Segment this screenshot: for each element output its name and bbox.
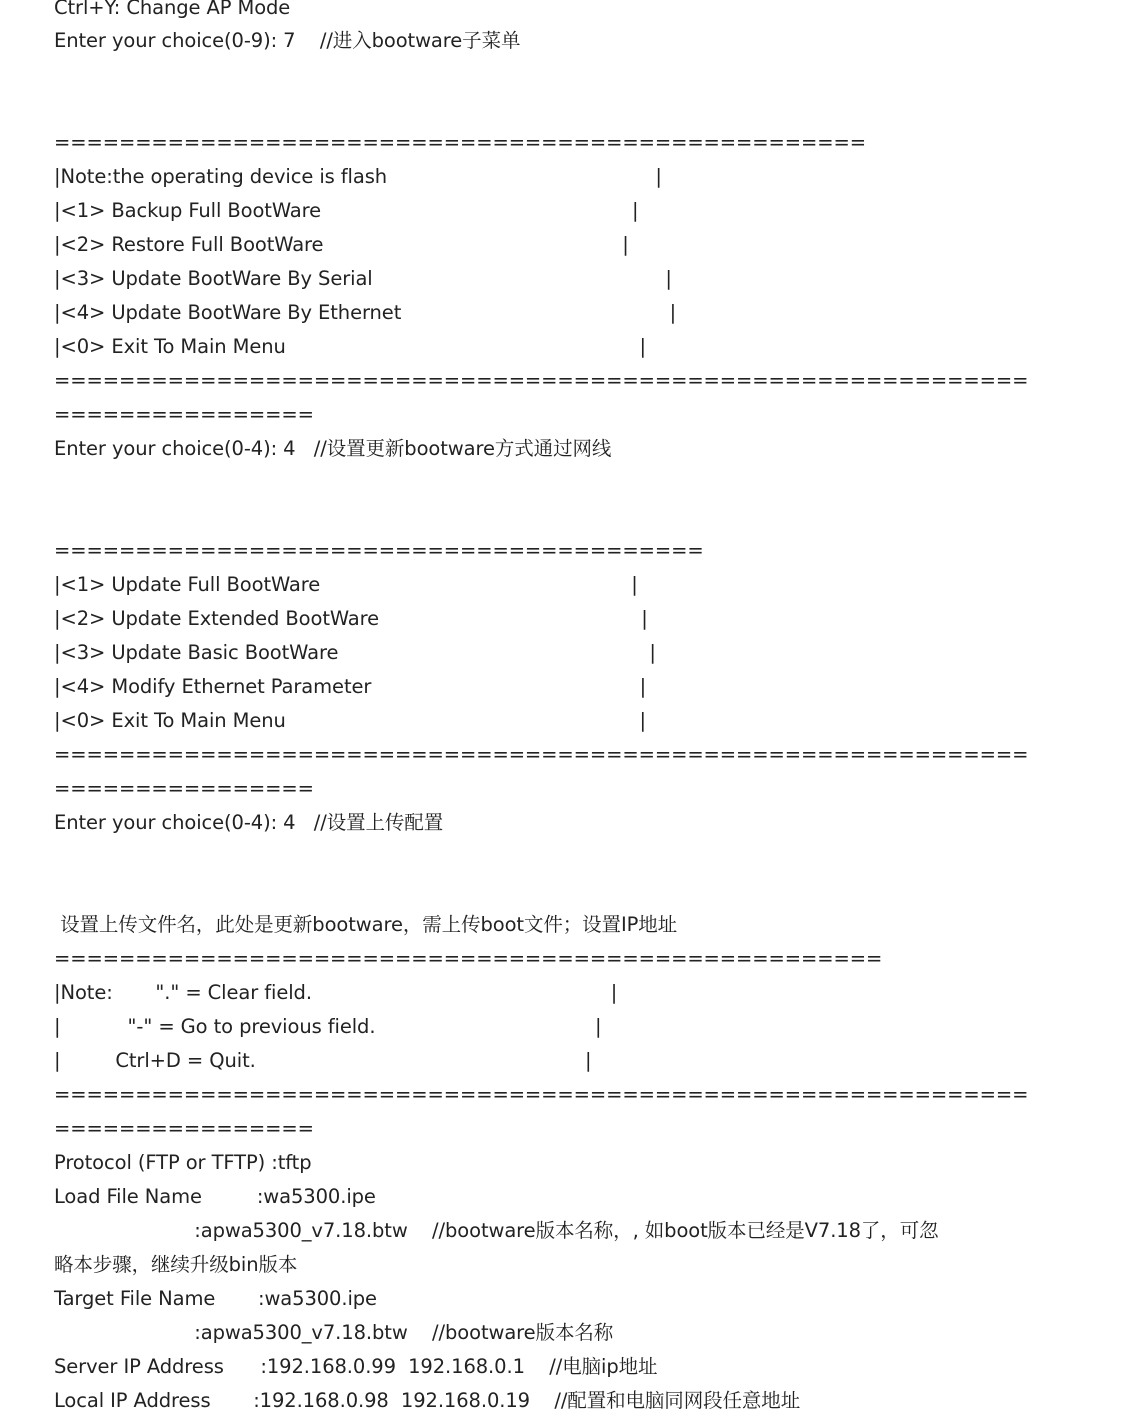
text-line: Ctrl+Y: Change AP Mode [54,0,291,19]
text-line: 略本步骤，继续升级bin版本 [54,1253,298,1276]
text-line: Protocol (FTP or TFTP) :tftp [54,1151,312,1174]
text-line: |<1> Update Full BootWare | [54,573,638,596]
text-line: |Note: "." = Clear field. | [54,981,618,1004]
text-line: 设置上传文件名，此处是更新bootware，需上传boot文件；设置IP地址 [54,913,678,936]
separator-line: ============================================================ [54,1083,1029,1106]
text-line: :apwa5300_v7.18.btw //bootware版本名称 [54,1321,614,1344]
text-line: |<0> Exit To Main Menu | [54,335,646,358]
separator-line: =================================================== [54,947,883,970]
text-line: | Ctrl+D = Quit. | [54,1049,592,1072]
text-line: | "-" = Go to previous field. | [54,1015,602,1038]
text-line: |<3> Update Basic BootWare | [54,641,656,664]
separator-line: ================ [54,403,314,426]
text-line: |<1> Backup Full BootWare | [54,199,639,222]
text-line: |<2> Restore Full BootWare | [54,233,629,256]
text-line: Target File Name :wa5300.ipe [54,1287,377,1310]
text-line: Enter your choice(0-4): 4 //设置更新bootware方式通过网线 [54,437,612,460]
text-line: Local IP Address :192.168.0.98 192.168.0.19 //配置和电脑同网段任意地址 [54,1389,801,1412]
separator-line: ================ [54,1117,314,1140]
separator-line: ============================================================ [54,369,1029,392]
text-line: |<4> Update BootWare By Ethernet | [54,301,677,324]
separator-line: ============================================================ [54,743,1029,766]
text-line: Enter your choice(0-4): 4 //设置上传配置 [54,811,444,834]
text-line: Server IP Address :192.168.0.99 192.168.0.1 //电脑ip地址 [54,1355,658,1378]
text-line: |<4> Modify Ethernet Parameter | [54,675,647,698]
text-line: Load File Name :wa5300.ipe [54,1185,376,1208]
separator-line: ================ [54,777,314,800]
text-line: |<2> Update Extended BootWare | [54,607,648,630]
text-line: :apwa5300_v7.18.btw //bootware版本名称，, 如boot版本已经是V7.18了，可忽 [54,1219,939,1242]
separator-line: ======================================== [54,539,704,562]
text-line: |<3> Update BootWare By Serial | [54,267,672,290]
text-line: Enter your choice(0-9): 7 //进入bootware子菜单 [54,29,521,52]
text-line: |<0> Exit To Main Menu | [54,709,646,732]
text-line: |Note:the operating device is flash | [54,165,662,188]
separator-line: ================================================== [54,131,866,154]
